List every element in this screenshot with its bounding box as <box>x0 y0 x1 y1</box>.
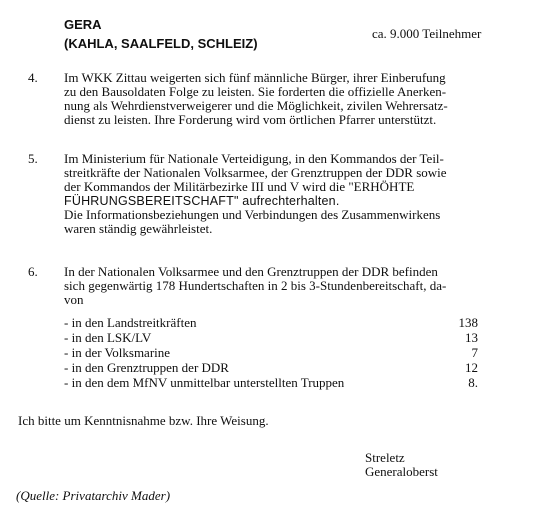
list-item <box>64 361 484 376</box>
list-item <box>64 376 484 391</box>
item-line: der Kommandos der Militärbezirke III und V wird die "ERHÖHTE <box>64 179 415 194</box>
breakdown-value: 8. <box>468 375 478 390</box>
item-line: von <box>64 292 84 307</box>
item-line: zu den Bausoldaten Folge zu leisten. Sie forderten die offizielle Anerken- <box>64 84 447 99</box>
item-line: In der Nationalen Volksarmee und den Grenztruppen der DDR befinden <box>64 264 438 279</box>
breakdown-label: - in den Landstreitkräften <box>64 315 197 330</box>
breakdown-value: 12 <box>465 360 478 375</box>
item-line: FÜHRUNGSBEREITSCHAFT" aufrechterhalten. <box>64 194 340 208</box>
signatory-name: Streletz <box>365 450 405 465</box>
breakdown-label: - in den Grenztruppen der DDR <box>64 360 229 375</box>
region-title: GERA <box>64 17 102 32</box>
item-line: Im WKK Zittau weigerten sich fünf männliche Bürger, ihrer Einberufung <box>64 70 446 85</box>
breakdown-label: - in den LSK/LV <box>64 330 152 345</box>
item-line: sich gegenwärtig 178 Hundertschaften in 2 bis 3-Stundenbereitschaft, da- <box>64 278 447 293</box>
breakdown-list <box>64 316 484 391</box>
item-line: Im Ministerium für Nationale Verteidigung, in den Kommandos der Teil- <box>64 151 444 166</box>
item-number-4: 4. <box>28 70 38 85</box>
list-item <box>64 316 484 331</box>
item-number-5: 5. <box>28 151 38 166</box>
list-item <box>64 331 484 346</box>
item-line: nung als Wehrdienstverweigerer und die Möglichkeit, zivilen Wehrersatz- <box>64 98 448 113</box>
item-paragraph-5 <box>64 152 532 236</box>
breakdown-label: - in der Volksmarine <box>64 345 171 360</box>
source-note: (Quelle: Privatarchiv Mader) <box>16 488 171 503</box>
breakdown-label: - in den dem MfNV unmittelbar unterstellten Truppen <box>64 375 345 390</box>
item-line: Die Informationsbeziehungen und Verbindungen des Zusammenwirkens <box>64 207 441 222</box>
item-line: waren ständig gewährleistet. <box>64 221 213 236</box>
signatory-rank: Generaloberst <box>365 464 438 479</box>
breakdown-value: 13 <box>465 330 478 345</box>
item-line: streitkräfte der Nationalen Volksarmee, der Grenztruppen der DDR sowie <box>64 165 447 180</box>
region-subtitle: (KAHLA, SAALFELD, SCHLEIZ) <box>64 36 258 51</box>
signature-block <box>365 451 438 479</box>
item-paragraph-6 <box>64 265 532 307</box>
participant-count: ca. 9.000 Teilnehmer <box>372 26 482 41</box>
item-number-6: 6. <box>28 264 38 279</box>
list-item <box>64 346 484 361</box>
breakdown-value: 7 <box>471 345 478 360</box>
closing-sentence: Ich bitte um Kenntnisnahme bzw. Ihre Weisung. <box>18 413 269 428</box>
item-paragraph-4 <box>64 71 532 127</box>
item-line: dienst zu leisten. Ihre Forderung wird vom örtlichen Pfarrer unterstützt. <box>64 112 437 127</box>
breakdown-value: 138 <box>458 315 478 330</box>
